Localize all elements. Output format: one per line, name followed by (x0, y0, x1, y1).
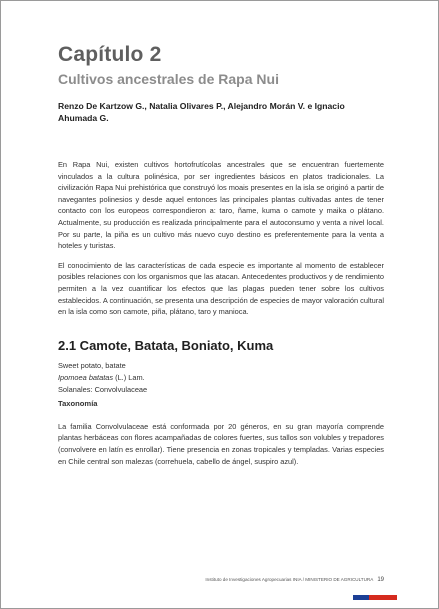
flag-stripe-icon (353, 595, 397, 600)
flag-blue-segment (353, 595, 369, 600)
page-footer (141, 577, 384, 583)
chapter-title: Capítulo 2 (58, 43, 162, 66)
common-name: Sweet potato, batate (58, 360, 126, 370)
scientific-name-line (58, 372, 384, 384)
section-title: 2.1 Camote, Batata, Boniato, Kuma (58, 337, 274, 353)
footer-institution: Instituto de Investigaciones Agropecuarias INIA / MINISTERIO DE AGRICULTURA (205, 577, 374, 582)
second-paragraph: El conocimiento de las características de cada especie es importante al momento de establecer posibles relaciones con los organismos que las atacan. Antecedentes productivos y de rendimiento permiten a la vez cuantificar los efectos que las plagas pueden tener sobre los cultivos establecidos. A continuación, se presenta una descripción de especies de mayor valoración cultural en la isla como son camote, piña, plátano, taro y manioca. (58, 260, 384, 317)
flag-red-segment (369, 595, 397, 600)
taxonomy-subheading: Taxonomía (58, 398, 98, 408)
chapter-subtitle: Cultivos ancestrales de Rapa Nui (58, 71, 279, 87)
page-number: 19 (377, 577, 384, 583)
author-abbrev: (L.) Lam. (113, 372, 145, 382)
species-meta (58, 360, 384, 396)
intro-paragraph: En Rapa Nui, existen cultivos hortofrutícolas ancestrales que se encuentran fuertemente vinculados a la cultura polinésica, por ser ingredientes básicos en platos tradicionales. La civilización Rapa Nui prehistórica que construyó los moais presentes en la isla se originó a partir de navegantes polinesios y desde aquel entonces las principales plantas cultivadas antes de tener contacto con los europeos correspondieron a: taro, ñame, kuma o camote y maika o plátano. Actualmente, su producción es realizada principalmente para el autoconsumo y venta a nivel local. Por su parte, la piña es un cultivo más nuevo cuyo destino es preferentemente para la venta a hoteles y turistas. (58, 160, 384, 251)
scientific-name: Ipomoea batatas (58, 372, 114, 382)
page-content (58, 43, 384, 467)
chapter-authors: Renzo De Kartzow G., Natalia Olivares P., Alejandro Morán V. e Ignacio Ahumada G. (58, 101, 345, 123)
taxonomy-paragraph: La familia Convolvulaceae está conformada por 20 géneros, en su gran mayoría comprende plantas herbáceas con flores acampañadas de colores fuertes, sus tallos son volubles y trepadores (convolvere en latín es enrollar). Tiene presencia en zonas tropicales y templadas. Varias especies en Chile central son malezas (correhuela, cabello de ángel, suspiro azul). (58, 421, 384, 466)
family: Solanales: Convolvulaceae (58, 384, 148, 394)
